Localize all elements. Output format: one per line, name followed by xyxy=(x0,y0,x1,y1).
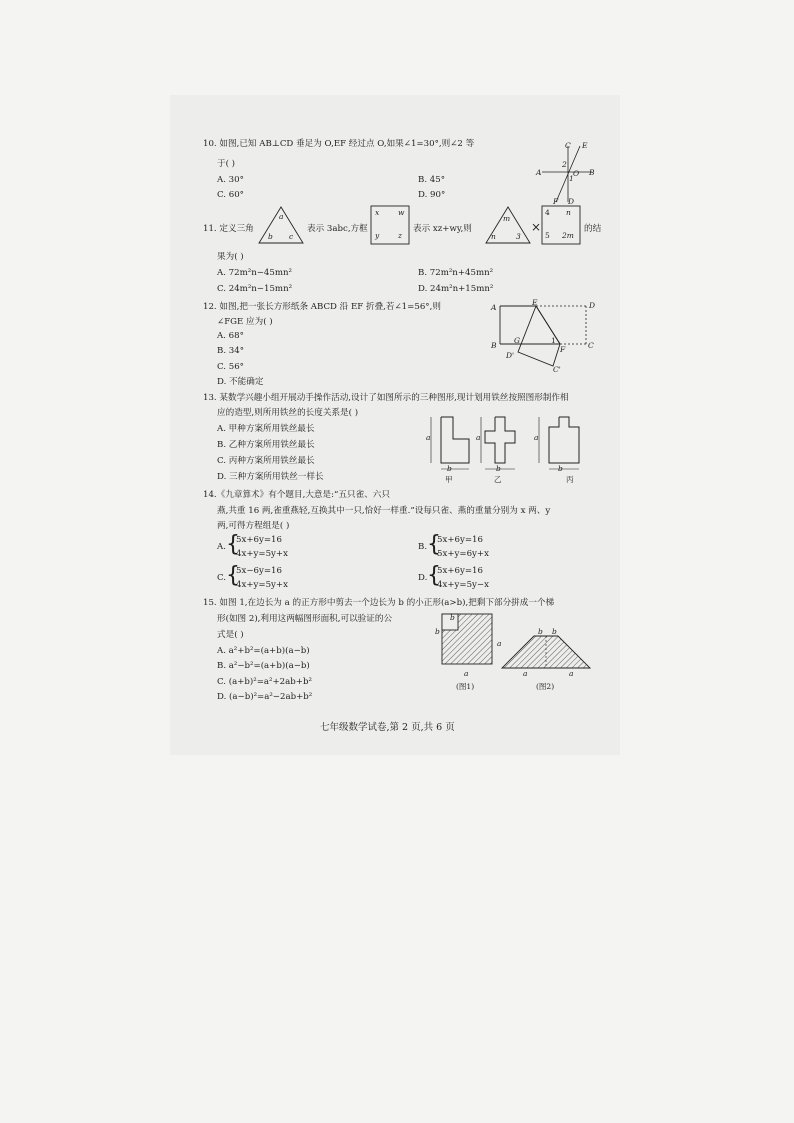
q14-option-a-eq2: 4x+y=5y+x xyxy=(236,549,288,559)
q11-tri1-c: c xyxy=(289,232,294,241)
q14-option-b-eq1: 5x+6y=16 xyxy=(437,535,483,545)
q14-option-d-label: D. xyxy=(418,573,428,583)
q15-fig2-a-2: a xyxy=(569,669,574,678)
q12-label-f: F xyxy=(560,345,566,354)
q12-label-c-prime: C' xyxy=(553,365,561,374)
q10-label-e: E xyxy=(582,141,588,150)
q14-option-c-label: C. xyxy=(217,573,227,583)
q15-fig2-b-1: b xyxy=(538,627,543,636)
q11-tri2-n: n xyxy=(491,232,496,241)
q12-option-d: D. 不能确定 xyxy=(217,377,264,387)
q13-option-a: A. 甲种方案所用铁丝最长 xyxy=(217,424,315,434)
q15-fig1-b-left: b xyxy=(435,627,440,636)
q10-label-b: B xyxy=(589,168,595,177)
q13-jia-b: b xyxy=(447,464,452,473)
q11-tri1-b: b xyxy=(268,232,273,241)
q11-box1-z: z xyxy=(398,231,402,240)
q12-label-d: D xyxy=(589,301,596,310)
q12-label-1: 1 xyxy=(551,336,556,345)
q11-triangle-1 xyxy=(257,205,305,245)
q11-stem-a: 11. 定义三角 xyxy=(203,224,254,234)
q12-option-c: C. 56° xyxy=(217,362,244,372)
q15-stem-cont2: 式是( ) xyxy=(217,630,244,640)
q10-option-d: D. 90° xyxy=(418,190,446,200)
q13-option-b: B. 乙种方案所用铁丝最长 xyxy=(217,440,315,450)
q11-box2-2m: 2m xyxy=(562,231,574,240)
q14-option-a-brace: { xyxy=(226,532,240,557)
q13-stem: 13. 某数学兴趣小组开展动手操作活动,设计了如图所示的三种图形,现计划用铁丝按照图形制作相 xyxy=(203,393,569,403)
q11-tri2-3: 3 xyxy=(516,232,521,241)
q15-fig1-a-right: a xyxy=(497,639,502,648)
q11-tri2-m: m xyxy=(503,214,511,223)
q10-label-1: 1 xyxy=(569,174,574,183)
q14-option-c-eq2: 4x+y=5y+x xyxy=(236,580,288,590)
q10-label-o: O xyxy=(573,169,580,178)
q11-times: × xyxy=(531,220,542,234)
q14-option-d-eq2: 4x+y=5y−x xyxy=(437,580,489,590)
q11-option-d: D. 24m²n+15mn² xyxy=(418,284,494,294)
q12-figure xyxy=(498,304,593,376)
q12-label-e: E xyxy=(532,298,538,307)
q15-option-b: B. a²−b²=(a+b)(a−b) xyxy=(217,661,310,671)
q13-label-jia: 甲 xyxy=(445,475,453,484)
page-footer: 七年级数学试卷,第 2 页,共 6 页 xyxy=(320,722,455,733)
q12-label-c: C xyxy=(588,341,594,350)
q13-option-c: C. 丙种方案所用铁丝最长 xyxy=(217,456,315,466)
q11-box1-x: x xyxy=(375,208,380,217)
q15-figure-2 xyxy=(500,632,592,672)
q13-figure-bing xyxy=(533,413,593,473)
q14-stem: 14.《九章算术》有个题目,大意是:“五只雀、六只 xyxy=(203,490,390,500)
q15-fig2-b-2: b xyxy=(552,627,557,636)
q10-label-2: 2 xyxy=(562,160,567,169)
q10-option-c: C. 60° xyxy=(217,190,244,200)
q11-box1-w: w xyxy=(398,208,405,217)
q11-option-c: C. 24m²n−15mn² xyxy=(217,284,293,294)
q10-option-b: B. 45° xyxy=(418,175,446,185)
q12-stem-cont: ∠FGE 应为( ) xyxy=(217,317,273,327)
q13-yi-b: b xyxy=(496,464,501,473)
q11-box2-5: 5 xyxy=(545,231,550,240)
q13-option-d: D. 三种方案所用铁丝一样长 xyxy=(217,472,324,482)
q11-stem-d: 的结 xyxy=(584,224,602,234)
q11-stem-b: 表示 3abc,方框 xyxy=(307,224,368,234)
q15-option-a: A. a²+b²=(a+b)(a−b) xyxy=(217,646,310,656)
q14-option-b-label: B. xyxy=(418,542,428,552)
q14-stem-cont: 燕,共重 16 两,雀重燕轻,互换其中一只,恰好一样重.”设每只雀、燕的重量分别为 x 两、y xyxy=(217,506,551,516)
q15-fig1-a-bottom: a xyxy=(464,669,469,678)
q10-label-d: D xyxy=(568,197,575,206)
q15-figure-1 xyxy=(440,612,496,672)
q14-option-d-brace: { xyxy=(427,563,441,588)
q14-option-c-brace: { xyxy=(226,563,240,588)
q10-stem: 10. 如图,已知 AB⊥CD 垂足为 O,EF 经过点 O,如果∠1=30°,则∠2 等 xyxy=(203,139,475,149)
q15-stem-cont: 形(如图 2),利用这两幅图形面积,可以验证的公 xyxy=(217,614,393,624)
q12-label-a: A xyxy=(491,303,497,312)
q14-option-b-eq2: 5x+y=6y+x xyxy=(437,549,489,559)
q14-stem-cont2: 两,可得方程组是( ) xyxy=(217,521,290,531)
q13-bing-a: a xyxy=(534,433,539,442)
q11-box2-n: n xyxy=(566,208,571,217)
q12-label-g: G xyxy=(514,336,520,345)
q15-fig2-a-1: a xyxy=(523,669,528,678)
q13-yi-a: a xyxy=(476,433,481,442)
q10-label-a: A xyxy=(536,168,542,177)
q12-option-a: A. 68° xyxy=(217,331,244,341)
q10-label-f: F xyxy=(553,197,559,206)
q12-stem: 12. 如图,把一张长方形纸条 ABCD 沿 EF 折叠,若∠1=56°,则 xyxy=(203,302,441,312)
q14-option-d-eq1: 5x+6y=16 xyxy=(437,566,483,576)
q14-option-c-eq1: 5x−6y=16 xyxy=(236,566,282,576)
q13-label-yi: 乙 xyxy=(494,475,502,484)
q14-option-a-eq1: 5x+6y=16 xyxy=(236,535,282,545)
q10-option-a: A. 30° xyxy=(217,175,244,185)
q15-fig1-caption: (图1) xyxy=(456,682,475,691)
q15-fig1-b-top: b xyxy=(450,613,455,622)
q13-label-bing: 丙 xyxy=(566,475,574,484)
q11-box2-4: 4 xyxy=(545,208,550,217)
q10-label-c: C xyxy=(565,141,571,150)
q15-fig2-caption: (图2) xyxy=(536,682,555,691)
q13-stem-cont: 应的造型,则所用铁丝的长度关系是( ) xyxy=(217,408,359,418)
q14-option-a-label: A. xyxy=(217,542,226,552)
q13-jia-a: a xyxy=(426,433,431,442)
q15-option-d: D. (a−b)²=a²−2ab+b² xyxy=(217,692,313,702)
q12-label-d-prime: D' xyxy=(506,351,515,360)
q14-option-b-brace: { xyxy=(427,532,441,557)
q11-option-b: B. 72m²n+45mn² xyxy=(418,268,494,278)
q11-stem-c: 表示 xz+wy,则 xyxy=(413,224,472,234)
q11-stem-cont: 果为( ) xyxy=(217,252,244,262)
q11-tri1-a: a xyxy=(279,212,284,221)
q11-option-a: A. 72m²n−45mn² xyxy=(217,268,292,278)
q11-box1-y: y xyxy=(375,231,380,240)
q15-option-c: C. (a+b)²=a²+2ab+b² xyxy=(217,677,312,687)
q15-stem: 15. 如图 1,在边长为 a 的正方形中剪去一个边长为 b 的小正形(a>b),把剩下部分拼成一个梯 xyxy=(203,598,555,608)
q10-stem-cont: 于( ) xyxy=(217,159,236,169)
q13-bing-b: b xyxy=(558,464,563,473)
q12-option-b: B. 34° xyxy=(217,346,245,356)
q12-label-b: B xyxy=(491,341,497,350)
